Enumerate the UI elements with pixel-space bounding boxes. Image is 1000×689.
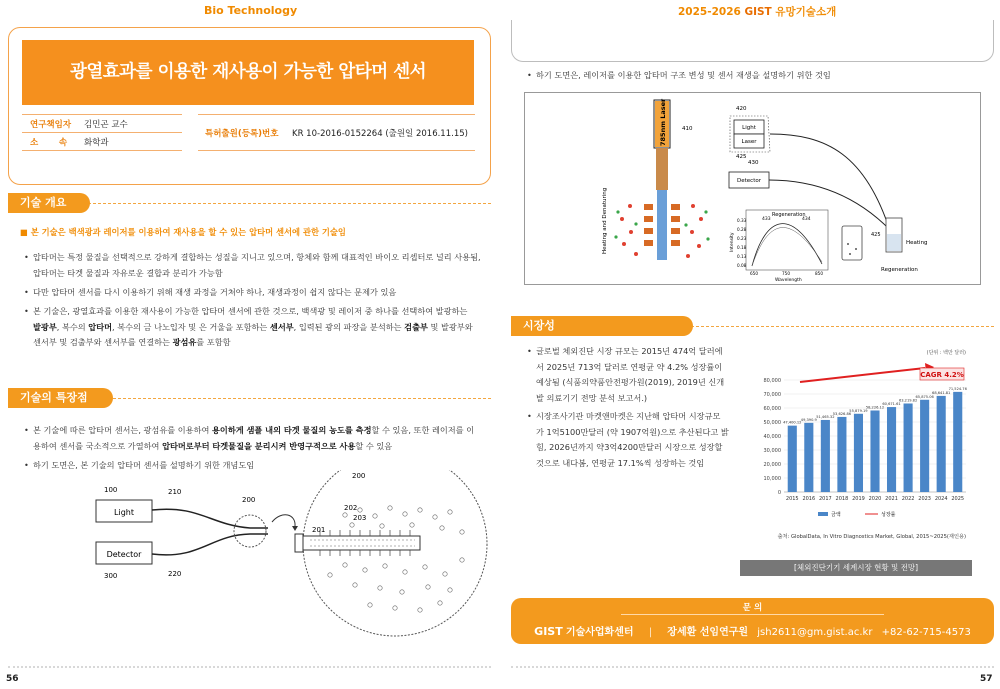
regen-light-text: Light <box>742 125 756 131</box>
chart-x-axis <box>786 496 964 502</box>
concept-zoom-circle-large <box>303 470 487 636</box>
chart-x-tick-label: 2016 <box>802 496 816 502</box>
concept-label-300: 300 <box>104 572 118 580</box>
page-title: 광열효과를 이용한 재사용이 가능한 압타머 센서 <box>69 62 427 82</box>
chart-value-label: 60,671.61 <box>882 402 901 407</box>
overview-tab: 기술 개요 <box>8 193 90 213</box>
chart-legend-bar-swatch <box>818 512 828 516</box>
regen-label-420: 420 <box>736 106 747 112</box>
chart-value-label: 71,524.76 <box>948 386 967 391</box>
regen-label-434: 434 <box>802 217 811 222</box>
regen-chart-box <box>746 210 828 270</box>
chart-unit-label: (단위 : 백만 달러) <box>926 350 966 356</box>
chart-value-label: 47,400.12 <box>783 420 802 425</box>
chart-x-tick-label: 2020 <box>868 496 882 502</box>
info-underline-1 <box>22 132 182 133</box>
chart-source: 출처: GlobalData, In Vitro Diagnostics Market, Global, 2015~2025(재인용) <box>777 534 966 540</box>
regen-fiber-upper <box>656 148 668 190</box>
chart-y-tick-label: 80,000 <box>763 377 781 384</box>
regen-cuvette <box>842 226 862 260</box>
chart-value-label: 65,875.06 <box>915 394 934 399</box>
regen-wavelength-label: Wavelength <box>775 278 802 283</box>
regen-vial-liquid <box>887 234 901 251</box>
features-bullet-1: • 본 기술에 따른 압타머 센서는, 광섬유를 이용하여 용이하게 샘플 내의 타겟 물질의 농도를 측정할 수 있음, 또한 레이저를 이 용하여 센서를 국소적으로 가열하여 압타머로부터 타겟물질을 분리시켜 반영구적으로 사용할 수 있음 <box>24 425 475 451</box>
chart-value-label: 51,465.32 <box>816 414 835 419</box>
overview-summary: ■ 본 기술은 백색광과 레이저를 이용하여 재사용을 할 수 있는 압타머 센서에 관한 기술임 <box>20 227 346 237</box>
regen-label-410: 410 <box>682 126 693 132</box>
researcher-label: 연구책임자 <box>30 120 72 130</box>
header-right-label <box>678 4 836 19</box>
concept-label-203: 203 <box>353 514 367 522</box>
chart-x-tick-label: 2019 <box>852 496 865 502</box>
concept-particles <box>328 506 464 612</box>
chart-y-tick-label: 30,000 <box>763 447 781 454</box>
overview-bullet-2: • 다만 압타머 센서를 다시 이용하기 위해 재생 과정을 거쳐야 하나, 재생과정이 쉽지 않다는 문제가 있음 <box>24 287 397 297</box>
chart-value-label: 68,641.81 <box>932 390 951 395</box>
researcher-value: 김민곤 교수 <box>84 120 128 130</box>
right-top-frame <box>511 20 994 62</box>
contact-person: 장세환 선임연구원 <box>667 627 749 638</box>
chart-bar <box>854 414 863 492</box>
chart-x-tick-label: 2018 <box>835 496 849 502</box>
chart-y-tick-label: 50,000 <box>763 419 781 426</box>
regen-label-430: 430 <box>748 160 759 166</box>
chart-x-tick-label: 2024 <box>934 496 948 502</box>
concept-label-200b: 200 <box>352 472 366 480</box>
contact-phone[interactable]: +82-62-715-4573 <box>881 627 971 638</box>
concept-label-202: 202 <box>344 504 358 512</box>
contact-separator: | <box>648 627 653 638</box>
chart-value-label: 49,390.9 <box>800 417 817 422</box>
regen-x-750: 750 <box>782 271 790 276</box>
market-bullet-1: • 글로벌 체외진단 시장 규모는 2015년 474억 달러에 서 2025년 713억 달러로 연평균 약 4.2% 성장률이 예상됨 (식품의약품안전평가원(2019), 2019년 신개 발 의료기기 전망 분석 보고서.) <box>527 346 725 403</box>
patent-label: 특허출원(등록)번호 <box>205 129 279 139</box>
left-footer-rule <box>8 666 491 668</box>
info-underline-3 <box>198 150 475 151</box>
chart-x-tick-label: 2017 <box>818 496 832 502</box>
chart-x-tick-label: 2021 <box>885 496 898 502</box>
contact-center: 기술사업화센터 <box>565 627 634 638</box>
contact-row <box>511 623 994 638</box>
title-banner <box>22 40 474 105</box>
chart-y-tick-label: 0 <box>777 489 781 496</box>
svg-text:0.13: 0.13 <box>737 254 747 259</box>
market-bullet-2: • 시장조사기관 마켓앤마켓은 지난해 압타머 시장규모 가 1억5100만달러 (약 1907억원)으로 추산된다고 밝 힘, 2026년까지 약3억4200만달러 시장으로 성장할 것으로 내다봄, 연평균 17.1%씩 성장하는 것임 <box>527 411 729 468</box>
features-bullet-2: • 하기 도면은, 본 기술의 압타머 센서를 설명하기 위한 개념도임 <box>24 460 255 470</box>
chart-bar <box>887 407 896 492</box>
regen-intensity-label: Intensity <box>730 232 735 252</box>
chart-legend-bar: 금액 <box>831 512 841 518</box>
concept-label-210: 210 <box>168 488 182 496</box>
concept-arrow <box>272 515 295 526</box>
chart-bar <box>788 426 797 492</box>
chart-value-label: 55,879.19 <box>849 408 868 413</box>
dept-label: 소 속 <box>30 138 68 148</box>
regen-y-ticks <box>737 218 747 268</box>
regen-fiber-core <box>657 190 667 260</box>
chart-y-tick-label: 70,000 <box>763 391 781 398</box>
regen-heating-label: Heating and Denaturing <box>602 187 608 254</box>
contact-box <box>511 598 994 644</box>
regen-heating-text: Heating <box>906 240 928 246</box>
chart-bar <box>837 417 846 492</box>
chart-y-axis <box>764 378 782 496</box>
concept-zoom-circle-small <box>234 515 266 547</box>
chart-bar <box>904 403 913 492</box>
regen-x-650: 650 <box>750 271 758 276</box>
chart-y-tick-label: 10,000 <box>763 475 781 482</box>
chart-cagr-label: CAGR 4.2% <box>920 371 964 379</box>
chart-y-tick-label: 40,000 <box>763 433 781 440</box>
right-top-bullet: • 하기 도면은, 레이저를 이용한 압타머 구조 변성 및 센서 재생을 설명하기 위한 것임 <box>527 70 831 80</box>
chart-bar <box>870 410 879 492</box>
concept-fiber-upper <box>152 509 268 528</box>
regen-x-850: 850 <box>815 271 823 276</box>
chart-bar <box>920 400 929 492</box>
left-page-number: 56 <box>6 674 19 684</box>
chart-bar <box>953 392 962 492</box>
svg-text:0.28: 0.28 <box>737 227 747 232</box>
contact-email[interactable]: jsh2611@gm.gist.ac.kr <box>757 627 873 638</box>
info-underline-2 <box>22 150 182 151</box>
market-tab: 시장성 <box>511 316 693 336</box>
header-title: 유망기술소개 <box>775 6 837 18</box>
regen-label-433: 433 <box>762 217 771 222</box>
contact-title: 문 의 <box>742 603 763 613</box>
market-caption: [체외진단기기 세계시장 현황 및 전망] <box>740 560 972 576</box>
chart-value-label: 58,226.12 <box>865 405 885 410</box>
chart-y-tick-label: 60,000 <box>763 405 781 412</box>
svg-text:0.08: 0.08 <box>737 263 747 268</box>
chart-x-tick-label: 2025 <box>951 496 965 502</box>
chart-value-label: 53,626.86 <box>832 411 852 416</box>
right-page-number: 57 <box>980 674 993 684</box>
chart-x-tick-label: 2015 <box>785 496 799 502</box>
patent-value: KR 10-2016-0152264 (출원일 2016.11.15) <box>292 129 468 139</box>
concept-detector-text: Detector <box>106 550 142 559</box>
info-underline-top-right <box>198 114 475 115</box>
contact-divider <box>621 614 884 615</box>
svg-text:0.33: 0.33 <box>737 218 747 223</box>
concept-fiber-tube <box>300 536 420 550</box>
concept-diagram <box>90 470 490 662</box>
chart-bar <box>804 423 813 492</box>
regen-regeneration-text: Regeneration <box>881 267 918 273</box>
regen-diagram <box>526 94 979 283</box>
market-chart <box>740 342 972 548</box>
concept-label-100: 100 <box>104 486 118 494</box>
regen-label-425: 425 <box>736 154 747 160</box>
header-left-label: Bio Technology <box>204 4 298 17</box>
chart-bar <box>821 420 830 492</box>
header-year: 2025-2026 <box>678 6 741 18</box>
concept-label-220: 220 <box>168 570 182 578</box>
features-tab: 기술의 특장점 <box>8 388 113 408</box>
regen-label-425b: 425 <box>871 232 881 238</box>
regen-laser-small-text: Laser <box>741 139 757 145</box>
overview-bullet-3: • 본 기술은, 광열효과를 이용한 재사용이 가능한 압타머 센서에 관한 것으로, 백색광 및 레이저 중 하나를 선택하여 발광하는 발광부, 복수의 압타머, 복수의 금 나노입자 및 은 거울을 포함하는 센서부, 입력된 광의 파장을 분석하는 검출부 및 발광부와 센서부 및 검출부와 센서부를 연결하는 광섬유를 포함함 <box>24 306 473 347</box>
concept-fiber-lower <box>152 534 268 555</box>
chart-x-tick-label: 2023 <box>918 496 932 502</box>
chart-y-tick-label: 20,000 <box>763 461 781 468</box>
concept-arrowhead <box>292 526 298 531</box>
chart-x-tick-label: 2022 <box>901 496 915 502</box>
regen-laser-text: 785nm Laser <box>659 98 667 146</box>
chart-legend-line: 성장률 <box>881 512 896 518</box>
info-underline-top <box>22 114 182 115</box>
concept-label-201: 201 <box>312 526 326 534</box>
dept-value: 화학과 <box>84 138 109 148</box>
regen-chart-title: Regeneration <box>772 212 806 218</box>
concept-light-text: Light <box>114 508 134 517</box>
right-footer-rule <box>511 666 994 668</box>
concept-fiber-cap <box>295 534 303 552</box>
svg-text:0.23: 0.23 <box>737 236 747 241</box>
overview-bullet-1: • 압타머는 특정 물질을 선택적으로 강하게 결합하는 성질을 지니고 있으며, 항체와 함께 대표적인 바이오 리셉터로 널리 사용됨, 압타머는 타겟 물질과 자유로운 결합과 분리가 가능함 <box>24 252 481 278</box>
header-gist-logo: GIST <box>744 6 772 18</box>
regen-detector-text: Detector <box>737 178 761 184</box>
chart-bar <box>937 396 946 492</box>
chart-value-label: 63,219.82 <box>898 398 918 403</box>
contact-gist-logo: GIST <box>534 625 563 638</box>
concept-label-200a: 200 <box>242 496 256 504</box>
svg-text:0.18: 0.18 <box>737 245 747 250</box>
